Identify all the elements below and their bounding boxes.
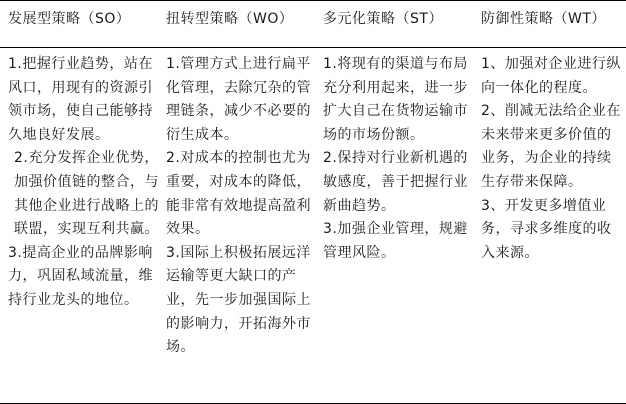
so-item-1: 1.把握行业趋势，站在风口，用现有的资源引领市场，使自己能够持久地良好发展。 — [8, 56, 153, 143]
header-separator — [0, 47, 626, 48]
header-wo: 扭转型策略（WO） — [166, 11, 294, 27]
wo-item-1: 1.管理方式上进行扁平化管理，去除冗杂的管理链条，减少不必要的衍生成本。 — [166, 56, 311, 143]
wo-item-3: 3.国际上积极拓展远洋运输等更大缺口的产业，先一步加强国际上的影响力，开拓海外市场。 — [166, 244, 311, 356]
header-so: 发展型策略（SO） — [8, 11, 131, 27]
so-item-3: 3.提高企业的品牌影响力，巩固私域流量，维持行业龙头的地位。 — [8, 244, 153, 308]
header-st: 多元化策略（ST） — [323, 11, 443, 27]
column-wt — [481, 53, 621, 265]
wt-item-3: 3、开发更多增值业务，寻求多维度的收入来源。 — [481, 197, 612, 261]
so-item-2: 2.充分发挥企业优势，加强价值链的整合，与其他企业进行战略上的联盟，实现互利共赢。 — [14, 150, 159, 238]
column-so — [8, 53, 160, 313]
table-top-border — [0, 0, 626, 1]
st-item-2: 2.保持对行业新机遇的敏感度，善于把握行业新曲趋势。 — [323, 150, 468, 214]
st-item-3: 3.加强企业管理，规避管理风险。 — [323, 221, 468, 261]
wo-item-2: 2.对成本的控制也尤为重要，对成本的降低，能非常有效地提高盈利效果。 — [166, 150, 311, 238]
column-st — [323, 53, 473, 265]
header-wt: 防御性策略（WT） — [481, 11, 606, 27]
wt-item-1: 1、加强对企业进行纵向一体化的程度。 — [481, 56, 621, 96]
wt-item-2: 2、削减无法给企业在未来带来更多价值的业务，为企业的持续生存带来保障。 — [481, 103, 621, 190]
st-item-1: 1.将现有的渠道与布局充分利用起来，进一步扩大自己在货物运输市场的市场份额。 — [323, 56, 468, 143]
column-wo — [166, 53, 316, 360]
